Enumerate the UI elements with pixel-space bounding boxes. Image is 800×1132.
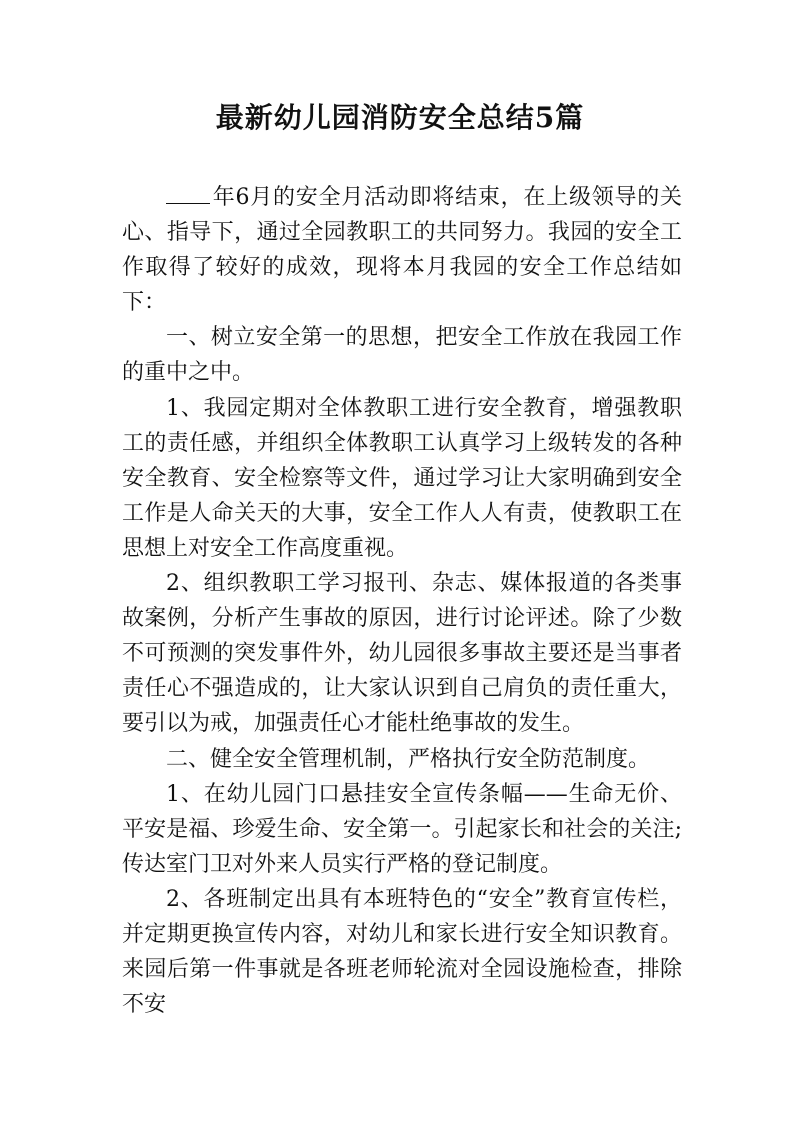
- intro-text: 年6月的安全月活动即将结束，在上级领导的关心、指导下，通过全园教职工的共同努力。我园的安全工作取得了较好的成效，现将本月我园的安全工作总结如下：: [122, 185, 682, 316]
- paragraph-entrance-banner: 1、在幼儿园门口悬挂安全宣传条幅——生命无价、平安是福、珍爱生命、安全第一。引起家长和社会的关注;传达室门卫对外来人员实行严格的登记制度。: [122, 781, 682, 877]
- date-blank-line: [166, 183, 210, 204]
- paragraph-class-bulletin: 2、各班制定出具有本班特色的“安全”教育宣传栏，并定期更换宣传内容，对幼儿和家长进行安全知识教育。来园后第一件事就是各班老师轮流对全园设施检查，排除不安: [122, 886, 682, 1018]
- intro-paragraph: [122, 180, 682, 320]
- paragraph-section-one-heading: 一、树立安全第一的思想，把安全工作放在我园工作的重中之中。: [122, 325, 682, 386]
- document-body: [122, 180, 682, 1022]
- document-title: 最新幼儿园消防安全总结5篇: [215, 101, 585, 134]
- paragraph-section-two-heading: 二、健全安全管理机制，严格执行安全防范制度。: [166, 746, 651, 772]
- paragraph-safety-education: 1、我园定期对全体教职工进行安全教育，增强教职工的责任感，并组织全体教职工认真学习上级转发的各种安全教育、安全检察等文件，通过学习让大家明确到安全工作是人命关天的大事，安全工作人人有责，使教职工在思想上对安全工作高度重视。: [122, 395, 682, 561]
- paragraph-accident-cases: 2、组织教职工学习报刊、杂志、媒体报道的各类事故案例，分析产生事故的原因，进行讨论评述。除了少数不可预测的突发事件外，幼儿园很多事故主要还是当事者责任心不强造成的，让大家认识到自己肩负的责任重大，要引以为戒，加强责任心才能杜绝事故的发生。: [122, 571, 682, 737]
